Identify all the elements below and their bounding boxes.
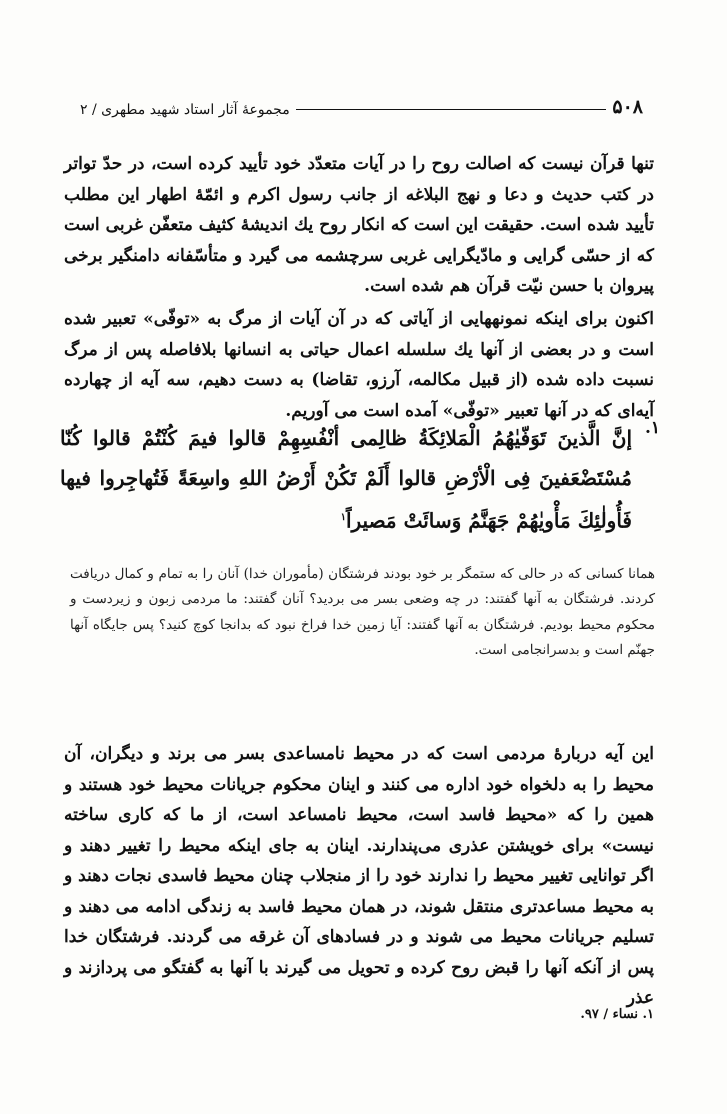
paragraph-3: این آیه دربارهٔ مردمی است که در محیط نامساعدی بسر می برند و دیگران، آن محیط را به دلخواه خود اداره می کنند و اینان محکوم جریانات محیط خود هستند و همین را که «محیط فاسد است، محیط نامساعد است، از ما که کاری ساخته نیست» برای خویشتن عذری می‌پندارند. اینان به جای اینکه محیط را تغییر دهند و اگر توانایی تغییر محیط را ندارند خود را از منجلاب چنان محیط فاسدی نجات دهند و به محیط مساعدتری منتقل شوند، در همان محیط فاسد به زندگی ادامه می دهند و تسلیم جریانات محیط می شوند و در فسادهای آن غرقه می گردند. فرشتگان خدا پس از آنکه آنها را قبض روح کرده و تحویل می گیرند با آنها به گفتگو می پردازند و عذر: [64, 744, 654, 1008]
verse-translation: همانا کسانی که در حالی که ستمگر بر خود بودند فرشتگان (مأموران خدا) آنان را به تمام و کمال دریافت کردند. فرشتگان به آنها گفتند: در چه وضعی بسر می بردید؟ آنان گفتند: ما مردمی زبون و زیردست و محکوم محیط بودیم. فرشتگان به آنها گفتند: آیا زمین خدا فراخ نبود که بدانجا کوچ کنید؟ پس جایگاه آنها جهنّم است و بدسرانجامی است.: [70, 565, 655, 658]
verse-number: ۱.: [644, 418, 660, 438]
page-number: ۵۰۸: [612, 96, 643, 118]
verse-text-block: [60, 418, 632, 541]
verse-text: إنَّ الَّذینَ تَوَفّیٰهُمُ الْمَلائِکَةُ ظالِمی أنْفُسِهِمْ قالوا فیمَ کُنْتُمْ قالوا کُنّا مُسْتَضْعَفینَ فِی الْأرْضِ قالوا أَلَمْ تَکُنْ أَرْضُ اللهِ واسِعَةً فَتُهاجِروا فیها فَأُولٰئِكَ مَأْویٰهُمْ جَهَنَّمُ وَسائَتْ مَصیراً: [60, 426, 632, 533]
paragraph-2: اکنون برای اینکه نمونههایی از آیاتی که در آن آیات از مرگ به «توفّی» تعبیر شده است و در بعضی از آنها یك سلسله اعمال حیاتی به انسانها بلافاصله پس از مرگ نسبت داده شده (از قبیل مکالمه، آرزو، تقاضا) به دست دهیم، سه آیه از چهارده آیه‌ای که در آنها تعبیر «توفّی» آمده است می آوریم.: [64, 309, 654, 421]
verse-note-marker: ۱: [340, 512, 346, 523]
quran-verse: [60, 418, 660, 541]
series-title: مجموعهٔ آثار استاد شهید مطهری / ۲: [80, 102, 290, 118]
paragraph-1: تنها قرآن نیست که اصالت روح را در آیات متعدّد خود تأیید کرده است، در حدّ تواتر در کتب حدیث و دعا و نهج البلاغه از جانب رسول اکرم و ائمّهٔ اطهار این مطلب تأیید شده است. حقیقت این است که انکار روح یك اندیشهٔ کثیف متعفّن غربی است که از حسّی گرایی و مادّیگرایی غربی سرچشمه می گیرد و متأسّفانه دامنگیر برخی پیروان با حسن نیّت قرآن هم شده است.: [64, 154, 655, 296]
running-header: [80, 88, 643, 118]
header-rule: [296, 109, 607, 110]
footnote: ۱. نساء / ۹۷.: [580, 1007, 654, 1022]
